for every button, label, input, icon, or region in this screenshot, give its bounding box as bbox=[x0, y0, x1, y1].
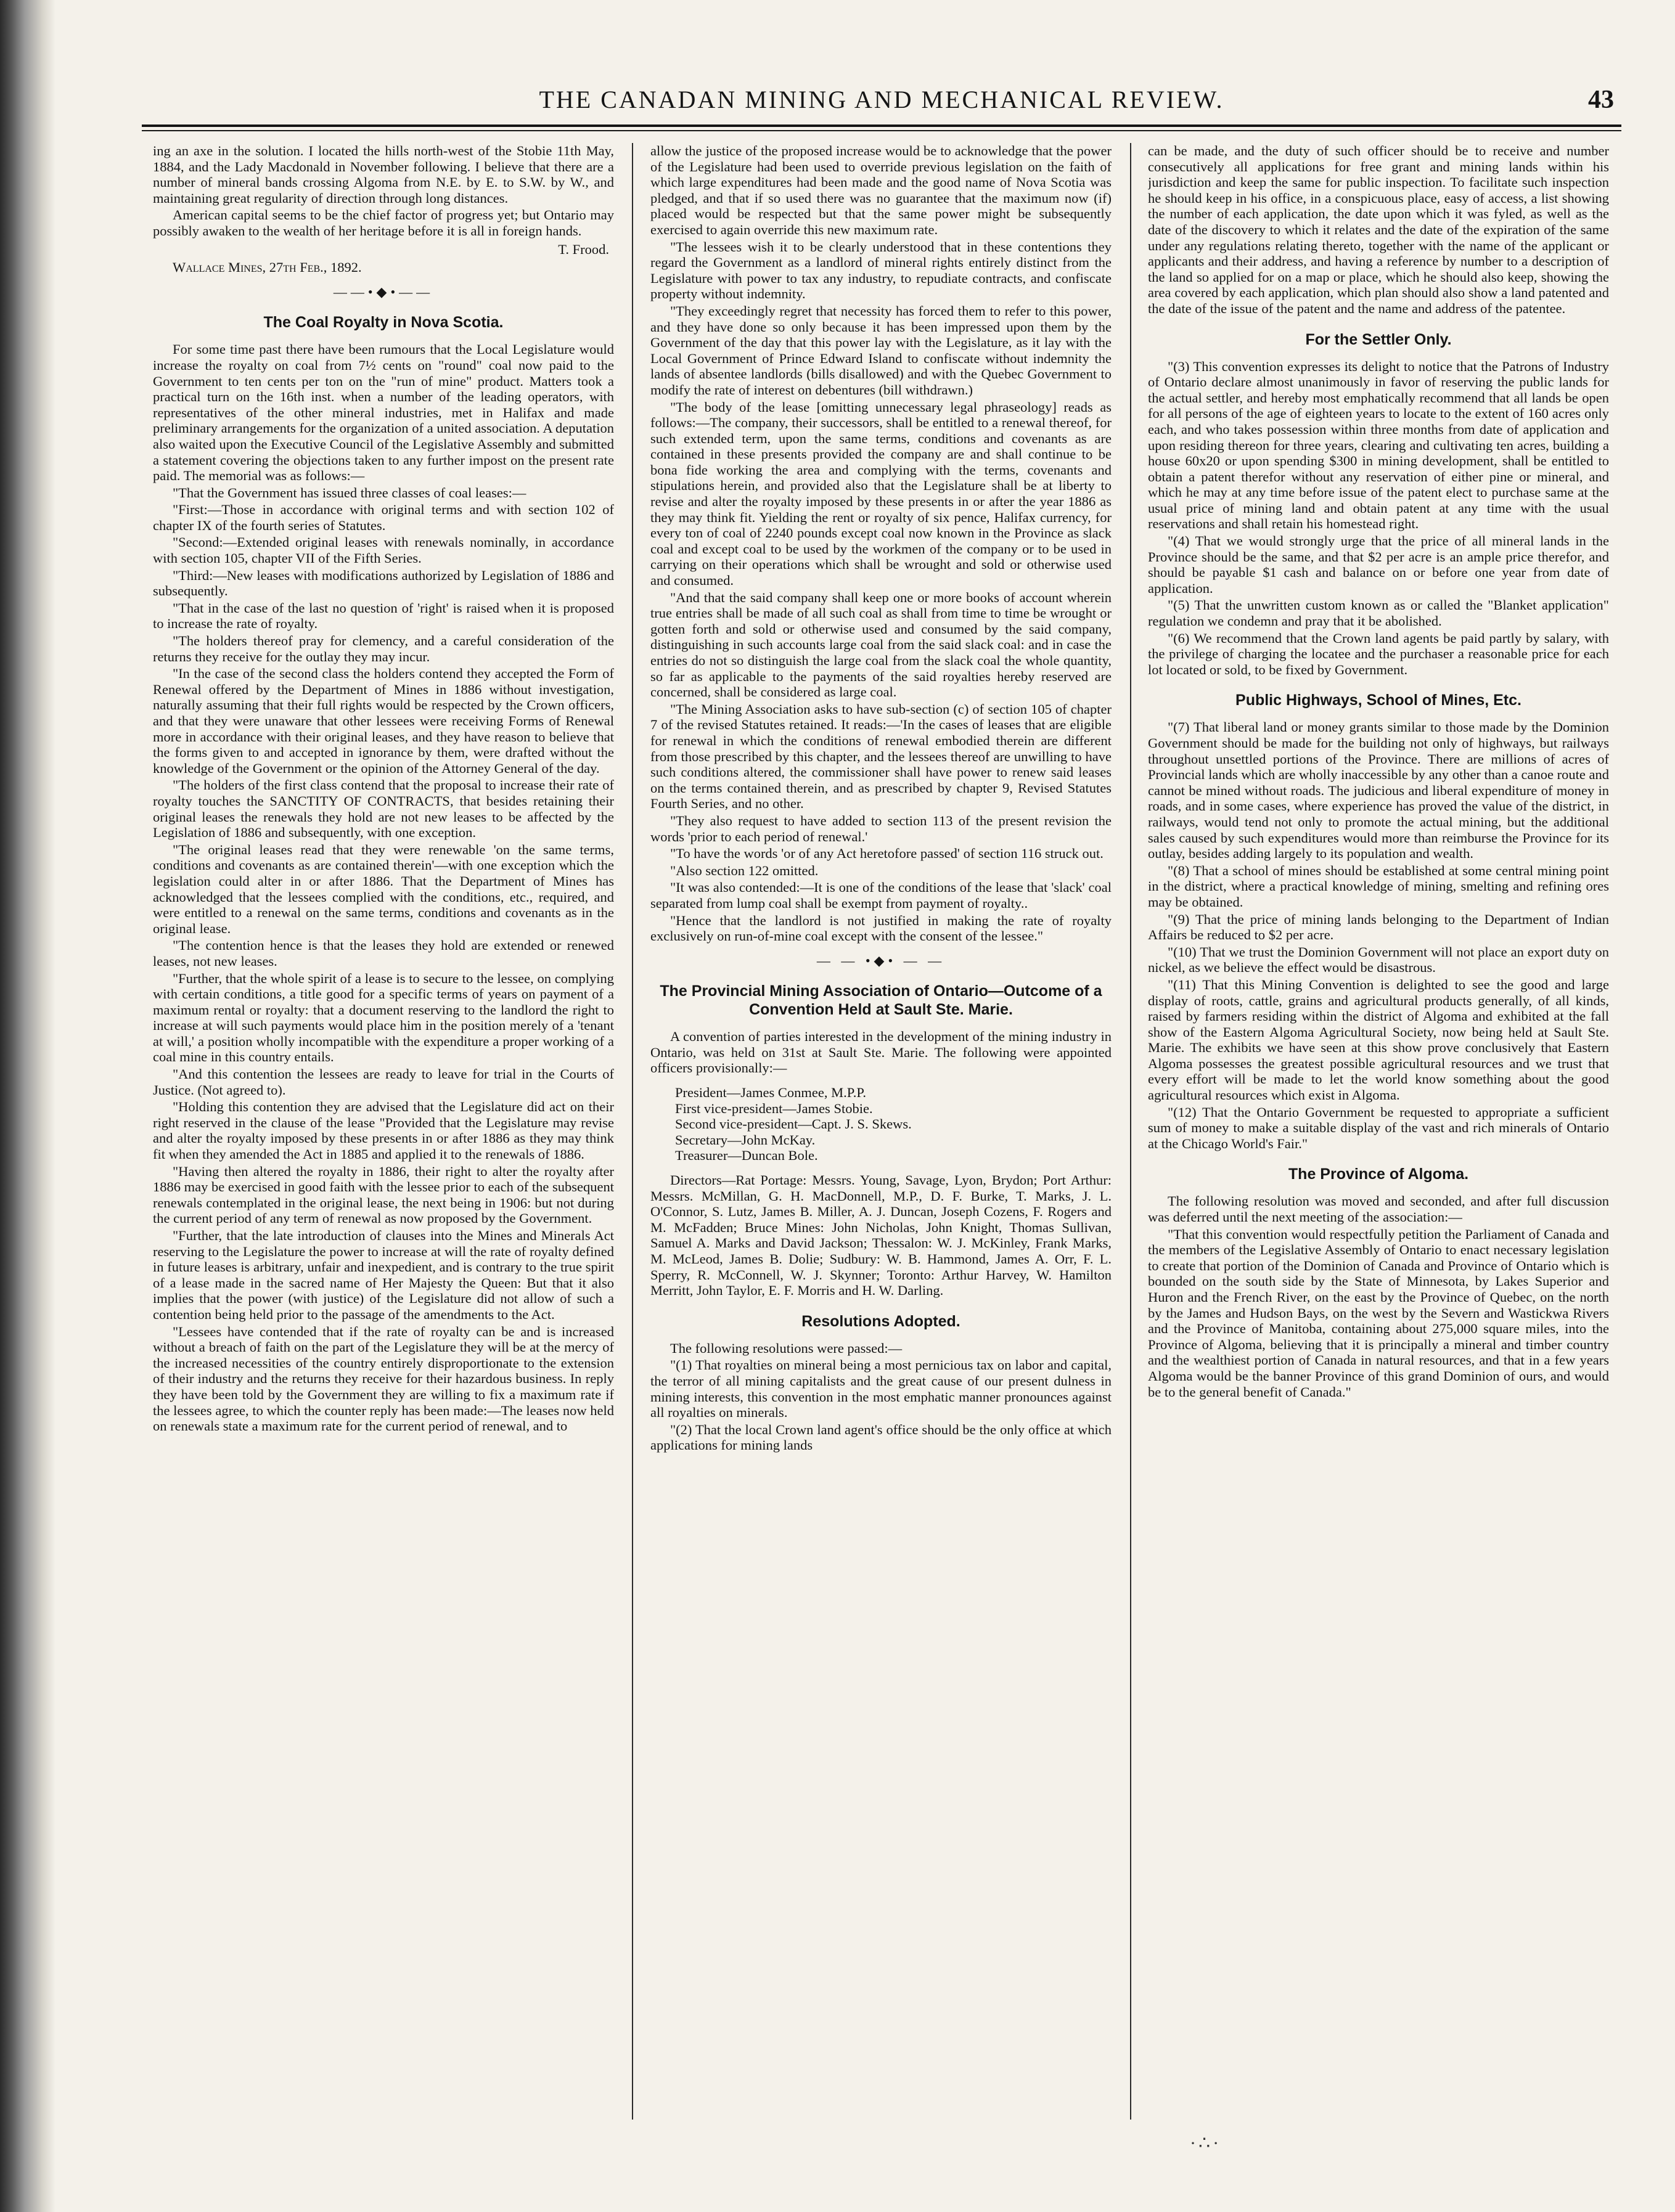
column-1 bbox=[153, 143, 614, 2144]
paragraph: "(10) That we trust the Dominion Government will not place an export duty on nickel, as we believe the effect would be disastrous. bbox=[1148, 944, 1609, 976]
paragraph: "Holding this contention they are advised that the Legislature did act on their right reserved in the clause of the lease "Provided that the Legislature may revise and alter the royalty imposed by these presents in or after 1886 as they may think fit when they amended the Act in 1885 and applied it to the renewals of 1886. bbox=[153, 1099, 614, 1162]
paragraph: "(2) That the local Crown land agent's office should be the only office at which applications for mining lands bbox=[650, 1421, 1112, 1453]
paragraph: "The holders of the first class contend that the proposal to increase their rate of royalty touches the SANCTITY OF CONTRACTS, that besides retaining their original leases the renewals they hold are not new leases to be affected by the Legislation of 1886 and subsequently, with one exception. bbox=[153, 777, 614, 841]
paragraph: "Further, that the late introduction of clauses into the Mines and Minerals Act reserving to the Legislature the power to increase at will the rate of royalty defined in future leases is arbitrary, unfair and inexpedient, and is contrary to the true spirit of a lease made in the sacred name of Her Majesty the Queen: But that it also implies that the power (with justice) of the Legislature did not allow of such a contention being held prior to the passage of the amendments to the Act. bbox=[153, 1228, 614, 1322]
paragraph: "In the case of the second class the holders contend they accepted the Form of Renewal offered by the Department of Mines in 1886 without investigation, naturally assuming that their full rights would be respected by the Crown officers, and that they were unaware that other lessees were receiving Forms of Renewal more in accordance with their original leases, and they have reason to believe that the forms given to and accepted in ignorance by them, were drafted without the knowledge of the Government or the opinion of the Attorney General of the day. bbox=[153, 666, 614, 776]
paragraph: "They exceedingly regret that necessity has forced them to refer to this power, and they have done so only because it has been impressed upon them by the Government of the day that this power lay with the Legislature, as it lay with the Local Government of Prince Edward Island to confiscate without indemnity the lands of absentee landlords (bills disallowed) and with the Quebec Government to modify the rate of interest on debentures (bill withdrawn.) bbox=[650, 303, 1112, 398]
paragraph: "First:—Those in accordance with original terms and with section 102 of chapter IX of the fourth series of Statutes. bbox=[153, 502, 614, 533]
letter-conclusion bbox=[153, 143, 614, 239]
page-number: 43 bbox=[1588, 86, 1614, 114]
article-body-continued bbox=[650, 143, 1112, 944]
officers-list bbox=[650, 1085, 1112, 1164]
paragraph: "And this contention the lessees are ready to leave for trial in the Courts of Justice. (Not agreed to). bbox=[153, 1066, 614, 1098]
paragraph: "The Mining Association asks to have sub-section (c) of section 105 of chapter 7 of the revised Statutes retained. It reads:—'In the cases of leases that are eligible for renewal in which the conditions of renewal embodied therein are different from those prescribed by this chapter, and the lessees thereof are unwilling to have such conditions altered, the commissioner shall have power to renew said leases on the terms contained therein, and as prescribed by chapter 9, Revised Statutes Fourth Series, and no other. bbox=[650, 701, 1112, 812]
column-3 bbox=[1148, 143, 1609, 2144]
officer-entry: Treasurer—Duncan Bole. bbox=[675, 1148, 818, 1164]
article-title-coal-royalty: The Coal Royalty in Nova Scotia. bbox=[263, 314, 504, 332]
paragraph: "That in the case of the last no question of 'right' is raised when it is proposed to increase the rate of royalty. bbox=[153, 600, 614, 632]
section-separator: — — •◆• — — bbox=[816, 952, 946, 968]
paragraph: "(3) This convention expresses its delight to notice that the Patrons of Industry of Ontario declare almost unanimously in favor of reserving the public lands for the actual settler, and hereby most emphatically recommend that all lands be open for all persons of the age of eighteen years to locate to the extent of 160 acres only each, and who takes possession within three months from date of application and upon residing thereon for three years, clearing and cultivating ten acres, building a house 60x20 or upon spending $300 in mining development, shall be entitled to obtain a patent therefor without any reservation of either pine or mineral, and which he may at any time before issue of the patent elect to purchase same at the usual price of mining land and obtain patent at any time with the usual reservations and shall retain his homestead right. bbox=[1148, 358, 1609, 532]
convention-intro: A convention of parties interested in the development of the mining industry in Ontario, was held on 31st at Sault Ste. Marie. The following were appointed officers provisionally:— bbox=[650, 1029, 1112, 1076]
paragraph: "Further, that the whole spirit of a lease is to secure to the lessee, on complying with certain conditions, a title good for a specific terms of years on payment of a maximum rental or royalty: that a document reserving to the landlord the right to increase at will such payments would place him in the position merely of a 'tenant at will,' a position wholly incompatible with the expenditure a proper working of a coal mine in this country entails. bbox=[153, 970, 614, 1065]
page-header bbox=[142, 85, 1621, 116]
column-divider bbox=[1130, 143, 1131, 2120]
paragraph: "Having then altered the royalty in 1886, their right to alter the royalty after 1886 may be exercised in good faith with the lessee prior to each of the subsequent renewals contemplated in the original lease, the next being in 1906: but not during the current period of any term of renewal as now proposed by the Government. bbox=[153, 1163, 614, 1226]
paragraph: "(1) That royalties on mineral being a most pernicious tax on labor and capital, the terror of all mining capitalists and the great cause of our present dulness in mining interests, this convention in the most emphatic manner pronounces against all royalties on minerals. bbox=[650, 1357, 1112, 1421]
paragraph: American capital seems to be the chief factor of progress yet; but Ontario may possibly awaken to the wealth of her heritage before it is all in foreign hands. bbox=[153, 207, 614, 239]
signature: T. Frood. bbox=[558, 241, 609, 257]
paragraph: "(5) That the unwritten custom known as or called the "Blanket application" regulation we condemn and pray that it be abolished. bbox=[1148, 597, 1609, 629]
scan-binding-edge bbox=[0, 0, 55, 2212]
paragraph: ing an axe in the solution. I located the hills north-west of the Stobie 11th May, 1884, and the Lady Macdonald in November following. I believe that there are a number of mineral bands crossing Algoma from N.E. by E. to S.W. by W., and maintaining great regularity of direction through long distances. bbox=[153, 143, 614, 206]
article-title-provincial-mining-association: The Provincial Mining Association of Ontario—Outcome of a Convention Held at Sault Ste. Marie. bbox=[660, 982, 1102, 1019]
paragraph: "And that the said company shall keep one or more books of account wherein true entries shall be made of all such coal as shall from time to time be wrought or gotten forth and sold or otherwise used and consumed by the said company, distinguishing in such accounts large coal from the said slack coal: and in case the entries do not so distinguish the large coal from the slack coal the whole quantity, so far as applicable to the payments of the said royalties hereby reserved are concerned, shall be considered as large coal. bbox=[650, 589, 1112, 700]
paragraph: "The holders thereof pray for clemency, and a careful consideration of the returns they receive for the outlay they may incur. bbox=[153, 633, 614, 664]
section-title-resolutions: Resolutions Adopted. bbox=[801, 1312, 960, 1330]
paragraph: "(4) That we would strongly urge that the price of all mineral lands in the Province should be the same, and that $2 per acre is an ample price therefor, and should be payable $1 cash and balance on or before one year from date of application. bbox=[1148, 533, 1609, 596]
highways-resolutions bbox=[1148, 719, 1609, 1151]
paragraph: "(12) That the Ontario Government be requested to appropriate a sufficient sum of money to make a suitable display of the vast and rich minerals of Ontario at the Chicago World's Fair." bbox=[1148, 1104, 1609, 1151]
algoma-resolution bbox=[1148, 1193, 1609, 1400]
paragraph: "They also request to have added to section 113 of the present revision the words 'prior to each period of renewal.' bbox=[650, 812, 1112, 844]
header-rule bbox=[142, 124, 1621, 127]
section-title-highways: Public Highways, School of Mines, Etc. bbox=[1235, 692, 1521, 709]
paragraph: For some time past there have been rumours that the Local Legislature would increase the royalty on coal from 7½ cents on "round" coal now paid to the Government to ten cents per ton on the "run of mine" product. Matters took a practical turn on the 16th inst. when a number of the leading operators, with representatives of the other mineral industries, met in Halifax and made preliminary arrangements for the organization of a united association. A deputation also waited upon the Executive Council of the Legislative Assembly and submitted a statement covering the objections taken to any further impost on the present rate paid. The memorial was as follows:— bbox=[153, 341, 614, 484]
section-title-settler: For the Settler Only. bbox=[1305, 330, 1452, 348]
paragraph: "(11) That this Mining Convention is delighted to see the good and large display of roots, cattle, grains and agricultural products generally, of all kinds, raised by farmers residing within the district of Algoma and exhibited at the fall show of the Eastern Algoma Agricultural Society, now being held at Sault Ste. Marie. The exhibits we have seen at this show prove conclusively that Eastern Algoma possesses the greatest possible agricultural resources and we trust that every effort will be made to let the world know something about the good agricultural resources which exist in Algoma. bbox=[1148, 976, 1609, 1103]
column-2 bbox=[650, 143, 1112, 2144]
paragraph: "Also section 122 omitted. bbox=[670, 862, 819, 878]
article-body-coal-royalty bbox=[153, 341, 614, 1434]
officer-entry: President—James Conmee, M.P.P. bbox=[675, 1085, 867, 1101]
paragraph: The following resolution was moved and seconded, and after full discussion was deferred until the next meeting of the association:— bbox=[1148, 1193, 1609, 1225]
paragraph: "The contention hence is that the leases they hold are extended or renewed leases, not new leases. bbox=[153, 937, 614, 969]
header-rule-thin bbox=[142, 130, 1621, 131]
paragraph: "Hence that the landlord is not justified in making the rate of royalty exclusively on run-of-mine coal except with the consent of the lessee." bbox=[650, 912, 1112, 944]
settler-resolutions bbox=[1148, 359, 1609, 678]
paragraph: The following resolutions were passed:— bbox=[670, 1340, 903, 1356]
paragraph: "It was also contended:—It is one of the conditions of the lease that 'slack' coal separated from lump coal shall be exempt from payment of royalty.. bbox=[650, 879, 1112, 911]
directors-list: Directors—Rat Portage: Messrs. Young, Savage, Lyon, Brydon; Port Arthur: Messrs. McMillan, G. H. MacDonnell, M.P., D. F. Burke, T. Marks, J. L. O'Connor, S. Lutz, James B. Miller, A. J. Duncan, Joseph Cozens, F. Rogers and M. McFadden; Bruce Mines: John Nicholas, John Knight, Thomas Sullivan, Samuel A. Marks and David Jackson; Thessalon: W. J. McKinley, Frank Marks, M. McLeod, James B. Dolie; Sudbury: W. B. Hammond, James A. Orr, F. L. Sperry, R. McConnell, W. J. Skynner; Toronto: Arthur Harvey, W. Hamilton Merritt, John Taylor, E. F. Morris and H. W. Darling. bbox=[650, 1172, 1112, 1299]
paragraph: "Second:—Extended original leases with renewals nominally, in accordance with section 105, chapter VII of the Fifth Series. bbox=[153, 534, 614, 566]
paragraph: can be made, and the duty of such officer should be to receive and number consecutively all applications for free grant and mining lands within his jurisdiction and keep the same for public inspection. To facilitate such inspection he should keep in his office, in a conspicuous place, easy of access, a list showing the number of each application, the date upon which it was fyled, as well as the date of the discovery to which it relates and the date of the expiration of the same under any regulations relating thereto, together with the name of the applicant or applicants and their address, and having a reference by number to a description of the land so applied for on a map or place, which he should also keep, showing the area covered by each application, which plan should also show a land patented and the date of the issue of the patent and the name and address of the patentee. bbox=[1148, 143, 1609, 316]
paragraph: "The original leases read that they were renewable 'on the same terms, conditions and covenants as are contained therein'—with one exception which the legislation could alter in or after 1886. That the Department of Mines has acknowledged that the lessees complied with the conditions, etc., required, and were entitled to a renewal on the same terms, conditions and covenants as in the original lease. bbox=[153, 841, 614, 936]
paragraph: "The body of the lease [omitting unnecessary legal phraseology] reads as follows:—The company, their successors, shall be entitled to a renewal thereof, for such extended term, upon the same terms, conditions and covenants as are contained in these presents provided the company are and shall continue to be bona fide working the area and complying with the terms, covenants and stipulations herein, and provided also that the Legislature shall be at liberty to revise and alter the royalty imposed by these presents in or after the year 1886 as they may think fit. Yielding the rent or royalty of six pence, Halifax currency, for every ton of coal of 2240 pounds except coal now known in the Province as slack coal and except coal to be used by the workmen of the company or to be used in carrying on their operations which shall be wrought and sold or otherwise used and consumed. bbox=[650, 399, 1112, 589]
paragraph: "That the Government has issued three classes of coal leases:— bbox=[173, 484, 526, 500]
paragraph: "The lessees wish it to be clearly understood that in these contentions they regard the Government as a landlord of mineral rights entirely distinct from the Legislature with power to tax any industry, to repudiate contracts, and confiscate property without indemnity. bbox=[650, 239, 1112, 302]
running-title: THE CANADAN MINING AND MECHANICAL REVIEW. bbox=[539, 86, 1224, 113]
column-divider bbox=[632, 143, 633, 2120]
officer-entry: Secretary—John McKay. bbox=[675, 1132, 816, 1148]
paragraph: "Lessees have contended that if the rate of royalty can be and is increased without a breach of faith on the part of the Legislature they will be at the mercy of the increased necessities of the country entirely disproportionate to the extension of their industry and the returns they receive for their hazardous business. In reply they have been told by the Government they are willing to fix a maximum rate if the lessees agree, to which the counter reply has been made:—The leases now held on renewals state a maximum rate for the current period of renewal, and to bbox=[153, 1323, 614, 1434]
paragraph: "(9) That the price of mining lands belonging to the Department of Indian Affairs be reduced to $2 per acre. bbox=[1148, 911, 1609, 943]
resolutions-body bbox=[650, 1341, 1112, 1453]
officer-entry: First vice-president—James Stobie. bbox=[675, 1100, 873, 1116]
section-separator: ——•◆•—— bbox=[333, 284, 434, 300]
paragraph: "Third:—New leases with modifications authorized by Legislation of 1886 and subsequently. bbox=[153, 567, 614, 599]
paragraph: "(7) That liberal land or money grants similar to those made by the Dominion Government should be made for the building not only of highways, but railways throughout unsettled portions of the Province. There are millions of acres of Provincial lands which are wholly inaccessible by any other than a canoe route and cannot be mined without roads. The judicious and liberal expenditure of money in roads, and in some cases, where experience has proved the value of the district, in railways, would tend not only to promote the actual mining, but the additional sales caused by such expenditures would more than reimburse the Province for its outlay, besides adding largely to its population and wealth. bbox=[1148, 719, 1609, 862]
officer-entry: Second vice-president—Capt. J. S. Skews. bbox=[675, 1116, 912, 1132]
place-date: Wallace Mines, 27th Feb., 1892. bbox=[173, 259, 362, 275]
resolution-2-continued bbox=[1148, 143, 1609, 317]
paragraph: "That this convention would respectfully petition the Parliament of Canada and the members of the Legislative Assembly of Ontario to enact necessary legislation to create that portion of the Dominion of Canada and Province of Ontario which is bounded on the south side by the State of Minnesota, by Lakes Superior and Huron and the French River, on the east by the Province of Quebec, on the north by the James and Hudson Bays, on the west by the Severn and Wastickwa Rivers and the Province of Manitoba, containing about 275,000 square miles, into the Province of Algoma, believing that it is principally a mineral and timber country and the wealthiest portion of Canada in natural resources, and that in a few years Algoma would be the banner Province of this grand Dominion of ours, and would be to the general benefit of Canada." bbox=[1148, 1226, 1609, 1400]
paragraph: "To have the words 'or of any Act heretofore passed' of section 116 struck out. bbox=[670, 846, 1104, 862]
paragraph: allow the justice of the proposed increase would be to acknowledge that the power of the Legislature had been used to override previous legislation on the faith of which large expenditures had been made and the good name of Nova Scotia was pledged, and that if so used there was no guarantee that the maximum now (if) placed would be respected but that the same power might be subsequently exercised to again override this new maximum rate. bbox=[650, 143, 1112, 237]
paragraph: "(8) That a school of mines should be established at some central mining point in the district, where a practical knowledge of mining, smelting and refining ores may be obtained. bbox=[1148, 862, 1609, 910]
scan-mark: ·∴· bbox=[1190, 2133, 1222, 2153]
paragraph: "(6) We recommend that the Crown land agents be paid partly by salary, with the privilege of charging the locatee and the purchaser a reasonable price for each lot located or sold, to be fixed by Government. bbox=[1148, 630, 1609, 677]
section-title-algoma: The Province of Algoma. bbox=[1288, 1165, 1469, 1183]
